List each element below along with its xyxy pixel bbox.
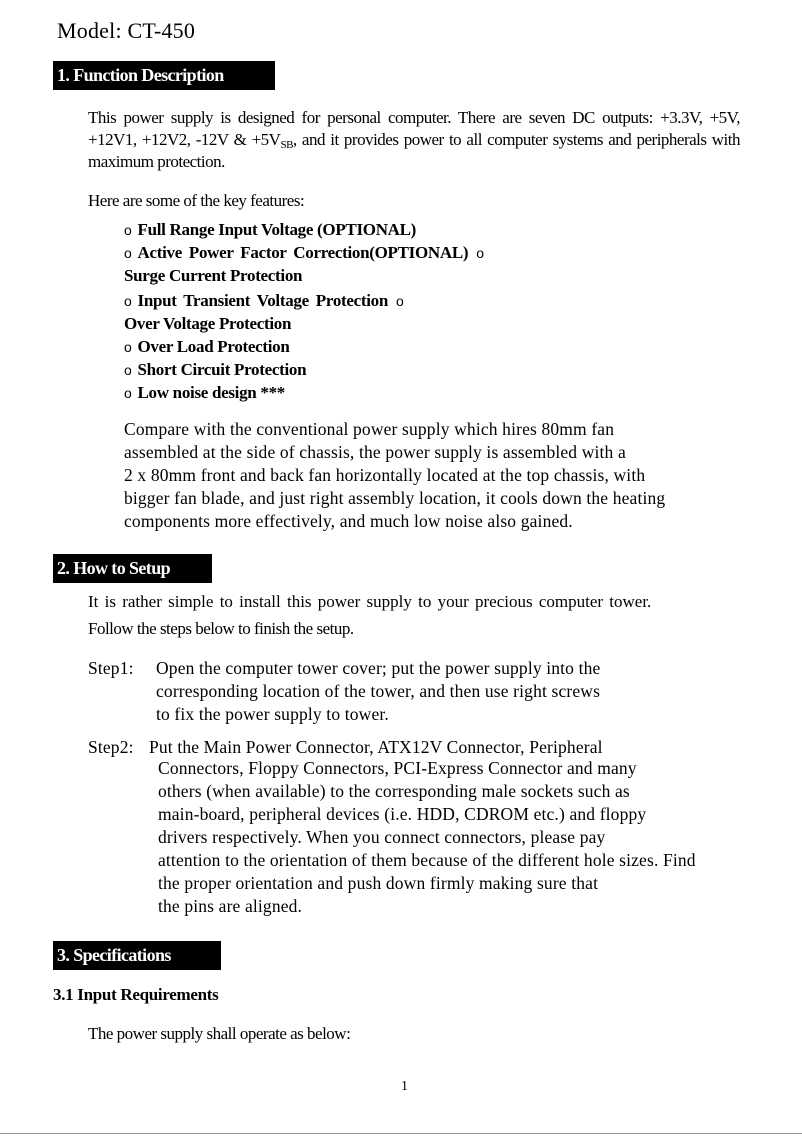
section-heading-setup: 2. How to Setup [53,554,212,583]
function-intro-paragraph [88,107,740,173]
setup-intro-line: Follow the steps below to finish the setup. [88,619,354,638]
feature-label: Low noise design *** [137,383,285,402]
step2-line: attention to the orientation of them because of the different hole sizes. Find [158,850,696,870]
bullet-icon: o [124,339,132,355]
step2-line: the proper orientation and push down firmly making sure that [158,873,599,893]
function-intro-main: This power supply is designed for personal computer. There are seven DC outputs: +3.3V, +5V, +12V1, +12V2, -12V & +5V [88,108,740,149]
step2-first-line: Put the Main Power Connector, ATX12V Connector, Peripheral [149,737,603,757]
specs-intro: The power supply shall operate as below: [88,1024,351,1043]
page-bottom-divider [0,1133,802,1134]
bullet-icon: o [124,293,132,309]
fan-description-line: bigger fan blade, and just right assembly location, it cools down the heating [124,488,666,508]
feature-item [124,383,285,403]
bullet-icon: o [124,245,132,261]
fan-description [124,418,665,533]
step2-label: Step2: [88,737,134,757]
fan-description-line: assembled at the side of chassis, the power supply is assembled with a [124,442,626,462]
feature-label: Over Load Protection [137,337,290,356]
fan-description-line: components more effectively, and much low noise also gained. [124,511,573,531]
setup-intro-line: It is rather simple to install this power supply to your precious computer tower. [88,592,652,611]
step2-line: main-board, peripheral devices (i.e. HDD, CDROM etc.) and floppy [158,804,647,824]
bullet-icon: o [476,245,484,261]
bullet-icon: o [124,385,132,401]
page-number: 1 [401,1079,408,1094]
bullet-icon: o [396,293,404,309]
section-heading-function: 1. Function Description [53,61,275,90]
step2-line: Connectors, Floppy Connectors, PCI-Express Connector and many [158,758,637,778]
subsection-heading-input-requirements: 3.1 Input Requirements [53,985,219,1004]
step1-text [156,657,600,726]
step1-line: corresponding location of the tower, and then use right screws [156,681,601,701]
feature-item [124,291,404,311]
feature-label: Over Voltage Protection [124,314,292,333]
step2-line: drivers respectively. When you connect connectors, please pay [158,827,606,847]
bullet-icon: o [124,362,132,378]
feature-label: Input Transient Voltage Protection [137,291,389,310]
fan-description-line: 2 x 80mm front and back fan horizontally located at the top chassis, with [124,465,646,485]
step1-line: Open the computer tower cover; put the power supply into the [156,658,601,678]
feature-label: Surge Current Protection [124,266,303,285]
section-heading-specifications: 3. Specifications [53,941,221,970]
feature-label: Active Power Factor Correction(OPTIONAL) [137,243,469,262]
step1-line: to fix the power supply to tower. [156,704,389,724]
bullet-icon: o [124,222,132,238]
model-title: Model: CT-450 [57,18,196,43]
feature-label: Short Circuit Protection [137,360,307,379]
function-intro-end: , and it provides power to all computer systems and peripherals with maximum protection. [88,130,740,171]
feature-label: Full Range Input Voltage (OPTIONAL) [137,220,417,239]
feature-item [124,243,484,263]
feature-item [124,337,290,357]
feature-item [124,220,416,240]
step2-line: others (when available) to the corresponding male sockets such as [158,781,630,801]
feature-item [124,314,291,334]
feature-item [124,266,302,286]
function-intro-subscript: SB [280,139,293,151]
step2-line: the pins are aligned. [158,896,303,916]
feature-item [124,360,306,380]
fan-description-line: Compare with the conventional power supply which hires 80mm fan [124,419,615,439]
features-intro: Here are some of the key features: [88,191,305,210]
step1-label: Step1: [88,658,134,678]
step2-text [158,757,696,918]
